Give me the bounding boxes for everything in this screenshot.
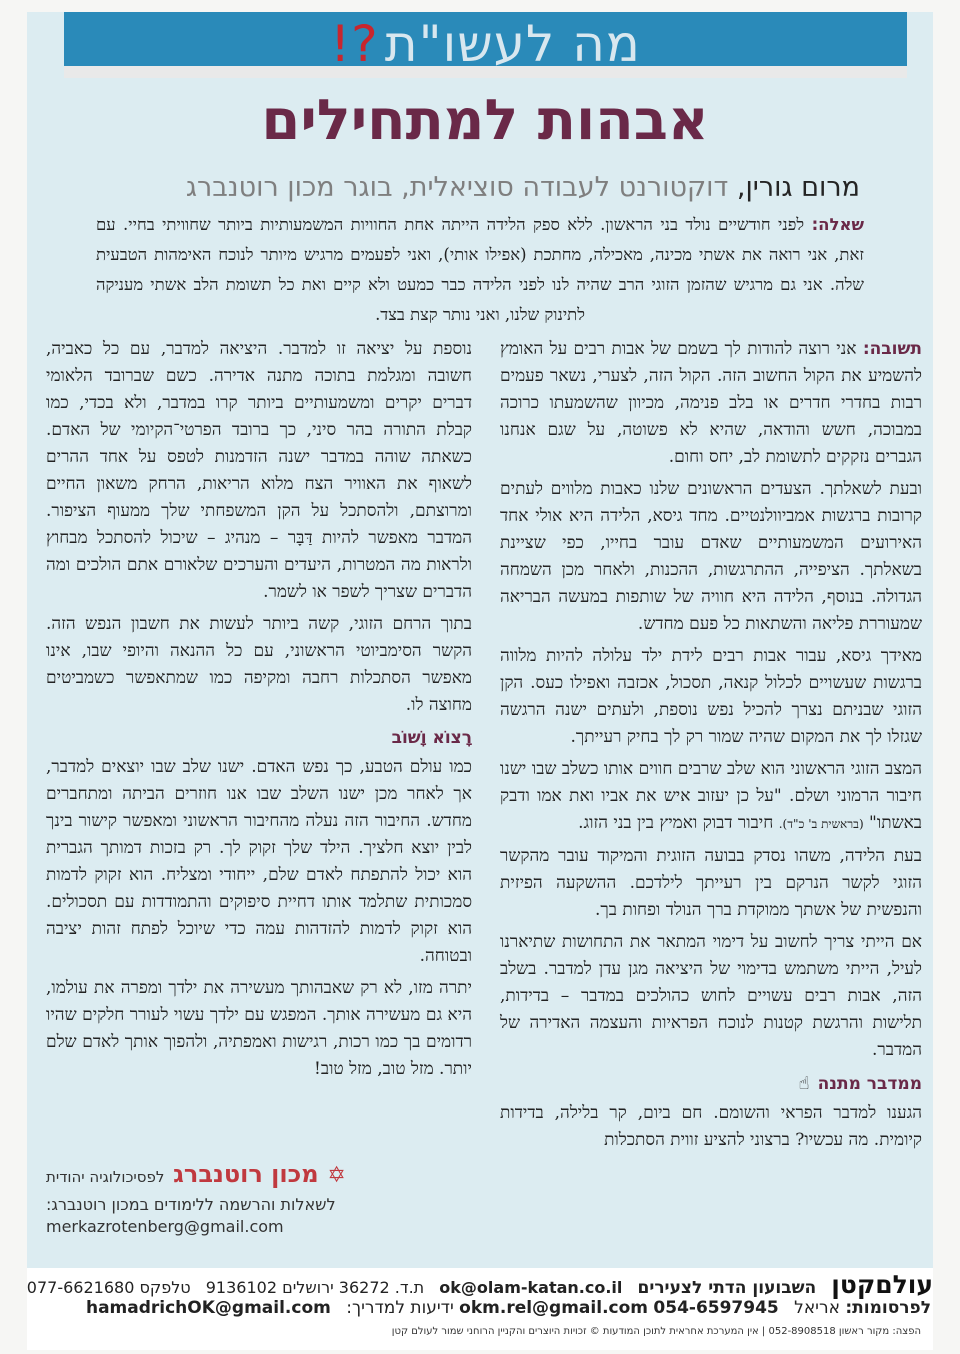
footer [27,1268,933,1350]
answer-paragraph: אם הייתי צריך לחשוב על דימוי המתאר את התחושות שתיארנו לעיל, הייתי משתמש בדימוי של היציאה מגן עדן למדבר. בשלב הזה, אבות רבים עשויים לחוש כהולכים במדבר – בדידות, תלישות והרגשת קטנות לנוכח הפראיות והעצמה האדירה של המדבר. [500,932,922,1060]
byline [100,172,860,203]
footer-email[interactable]: ok@olam-katan.co.il [439,1278,623,1297]
question-label: שאלה: [811,215,865,234]
sponsor-email[interactable]: merkazrotenberg@gmail.com [46,1217,284,1236]
answer-paragraph: המצב הזוגי הראשוני הוא שלב שרבים חווים אותו כשלב שבו ישנו חיבור הרמוני ושלם. "על כן יעזוב איש את אביו ואת אמו ודבק באשתו" (בראשית ב' כ"ד). חיבור דבוק ואמיץ בין בני הזוג. [500,759,922,833]
subhead-return: רָצוֹא וָשׁוֹב [391,728,472,748]
footer-logo: עולםקטן [831,1270,933,1299]
sponsor-logo [46,1160,472,1188]
subhead-gift: ממדבר מתנה☝ [500,1070,922,1098]
answer-paragraph: ובעת לשאלתך. הצעדים הראשונים שלנו כאבות מלווים לעתים קרובות ברגשות אמביוולנטיים. מחד גיסא, הלידה היא אולי אחד האירועים המשמעותיים שאדם עובר בחייו, כפי שציינת בשאלתך. הציפייה, ההתרגשות, ההכנות, ולאחר מכן השמחה הגדולה. בנוסף, הלידה היא חוויה של שותפות במעשה הבריאה שמעוררת פליאה והשתאות כל פעם מחדש. [500,479,922,634]
footer-fax: טלפקס 077-6621680 [26,1278,191,1297]
footer-ads-name: אריאל [794,1298,840,1318]
footer-ads-label: לפרסומות: [845,1298,931,1318]
sponsor-brand: מכון רוטנברג [173,1160,319,1188]
pointing-hand-icon: ☝ [798,1073,810,1094]
sponsor-brand-suffix: לפסיכולוגיה יהודית [46,1168,165,1186]
footer-ads-email[interactable]: okm.rel@gmail.com [459,1298,648,1318]
footer-address: ת.ד. 36272 ירושלים 9136102 [205,1278,425,1297]
answer-column-right [500,336,922,1154]
footer-ads-phone: 054-6597945 [653,1298,779,1318]
section-title-text: מה לעשו"ת [384,15,641,73]
footer-row-2 [86,1298,931,1318]
answer-paragraph: נוספת על יציאה זו למדבר. היציאה למדבר, עם כל כאביה, חשובה ומגלמת בתוכה מתנה אדירה. כשם שברובד הלאומי דברים יקרים ומשמעותיים ביותר קרו במדבר, ולא בכדי, כמו קבלת התורה בהר סיני, כך ברובד הפרטי־הקיומי של האדם. כשאתה שוהה במדבר ישנה הזדמנות לטפס על אחד ההרים לשאוף את האוויר הצח מלוא הריאות, הרחק משאון החיים ומרוצתם, ולהסתכל על הקן המשפחתי שלך ממעוף הציפור. המדבר מאפשר להיות דַּבָּר – מנהיג – שיכול להסתכל מבחוץ ולראות מה המטרות, היעדים והערכים שלאורם אתם הולכים ומה הדברים שצריך לשפר או לשמר. [46,339,472,602]
question-text: לפני חודשיים נולד בני הראשון. ללא ספק הלידה הייתה אחת החוויות המשמעותיות ביותר שחוויתי בחיי. עם זאת, אני רואה את אשתי מכינה, מאכילה, מחתכת (אפילו אותי), ואני לפעמים מרגיש מיותר לנוכח האימהות הטבעית שלה. אני גם מרגיש שהזמן הזוגי הרב שהיה לנו לפני הלידה כבר כמעט ולא קיים ואת כל תשומת הלב אשתי מעניקה לתינוק שלנו, ואני נותר קצת בצד. [96,215,864,324]
article-headline: אבהות למתחילים [261,88,709,153]
footer-row-1 [17,1270,933,1299]
answer-paragraph: כמו עולם הטבע, כך נפש האדם. ישנו שלב שבו יוצאים למדבר, אך לאחר מכן ישנו השלב שבו אנו חוזרים הביתה ומתחברים מחדש. החיבור הזה נעלה מהחיבור הראשוני ומאפשר קישור בינך לבין יוצא חלציך. הילד שלך זקוק לך. רק בזכות דמותך הגברית הוא יכול להתפתח לאדם שלם, ייחודי ומצליח. הוא זקוק לדמות סמכותית שתלמד אותו דחיית סיפוקים והתמודדות עם תסכולים. הוא זקוק לדמות להזדהות עמה כדי שיוכל לפתח זהות יציבה ובטוחה. [46,757,472,966]
answer-column-left [46,336,472,1083]
author-description: דוקטורנט לעבודה סוציאלית, בוגר מכון רוטנברג [185,172,729,203]
answer-paragraph: בעת הלידה, משהו נסדק בבועה הזוגית והמיקוד עובר מהקשר הזוגי לקשר הנרקם בין רעייתך לילדכם. ההשקעה הפיזית והנפשית של אשתך ממוקדת ברך הנולד ופחות בך. [500,846,922,920]
footer-guide-label: ידיעות למדריך: [346,1298,454,1318]
answer-paragraph: תשובה: אני רוצה להודות לך בשמם של אבות רבים על האומץ להשמיע את הקול החשוב הזה. הקול הזה, לצערי, נשאר פעמים רבות בחדרי חדרים או בלב פנימה, מכיוון שהשמעתו כרוכה במבוכה, חשש והודאה, שהיא לא פשוטה, על שגם אנחנו הגברים נזקקים לתשומת לב, יחס וחום. [500,339,922,467]
answer-label: תשובה: [862,339,922,359]
footer-tagline: השבועון הדתי לצעירים [637,1278,817,1298]
answer-paragraph: מאידך גיסא, עבור אבות רבים לידת ילד עלולה להיות מלווה ברגשות שעשויים לכלול קנאה, תסכול, אכזבה ואפילו כעס. הקן הזוגי שבניתם נצרך להכיל נפש נוספת, ולעתים ישנה הרגשה שגזלו לך את המקום שהיה שמור רק לך בחיק רעייתך. [500,646,922,747]
star-of-david-icon: ✡ [327,1163,346,1188]
footer-disclaimer: הפצה: מקור ראשון 052-8908518 | אין המערכת אחראית לתוכן המודעות © זכויות היוצרים והקניין הרוחני שמור לעולם קטן [391,1326,921,1337]
question-block [96,210,864,330]
section-title-mark: ?! [330,15,379,73]
section-title [64,14,907,74]
author-name: מרום גורין, [736,172,860,203]
answer-paragraph: הגענו למדבר הפראי והשומם. חם ביום, קר בלילה, בדידות קיומית. מה עכשיו? ברצוני להציע זווית הסתכלות [500,1103,922,1150]
answer-paragraph: בתוך הרחם הזוגי, קשה ביותר לעשות את חשבון הנפש הזה. הקשר הסימביוטי הראשוני, עם כל ההנאה והיופי שבו, אינו מאפשר הסתכלות רחבה ומקיפה כמו שמתאפשר כשמביטים מחוצה לו. [46,614,472,715]
bible-citation: (בראשית ב' כ"ד). [778,817,864,831]
footer-guide-email[interactable]: hamadrichOK@gmail.com [85,1298,331,1318]
answer-paragraph: יתרה מזו, לא רק שאבהותך מעשירה את ילדך ומפרה את עולמו, היא גם מעשירה אותך. המפגש עם ילדך עשוי לעורר חלקים שהיו רדומים בך כמו רכות, רגישות ואמפתיה, ולהפוך אותך לאדם שלם יותר. מזל טוב, מזל טוב! [46,978,472,1079]
sponsor-note: לשאלות והרשמה ללימודים במכון רוטנברג: [46,1195,336,1214]
